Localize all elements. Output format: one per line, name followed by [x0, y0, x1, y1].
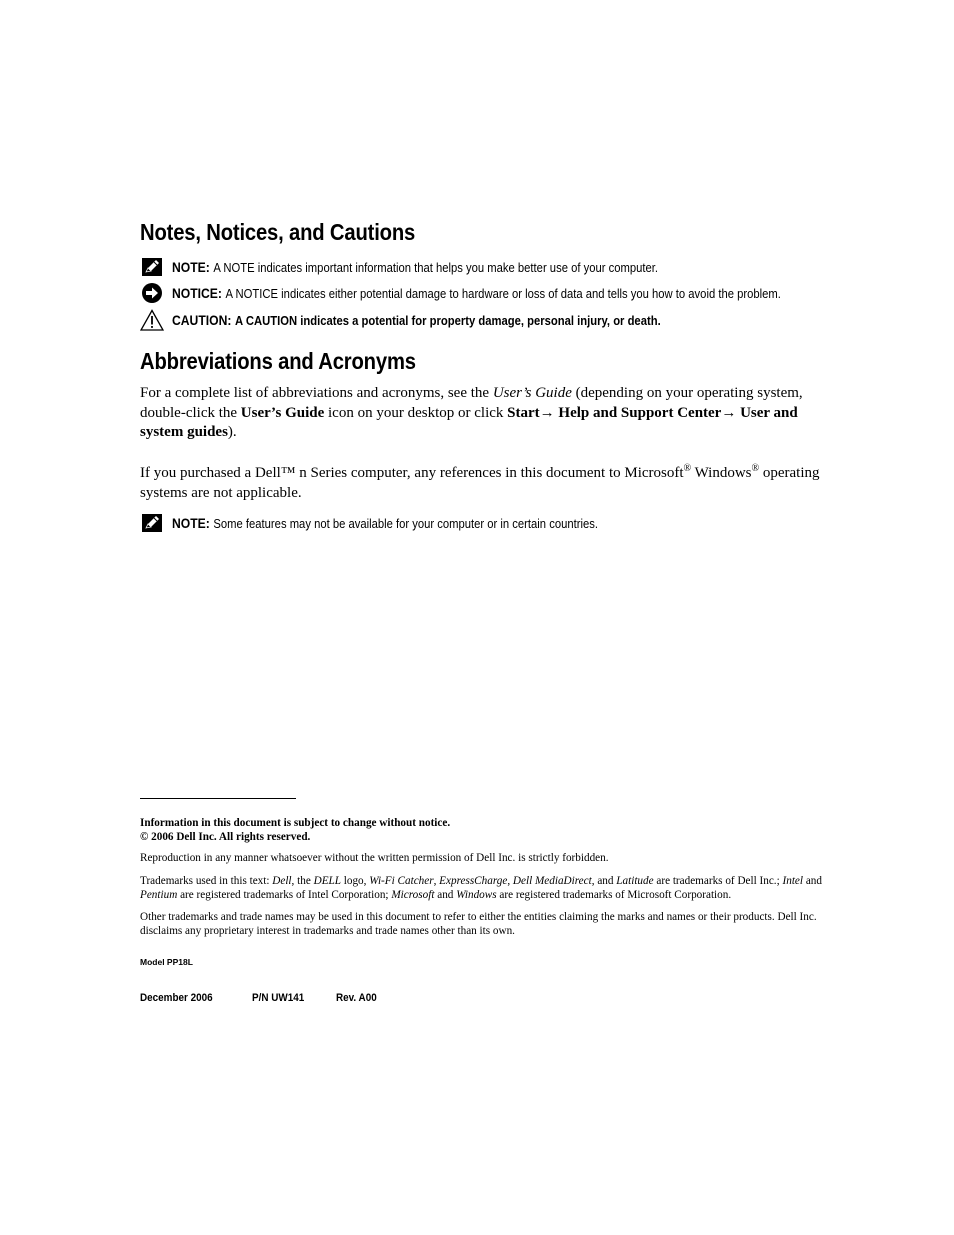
abbrev-paragraph-1	[140, 384, 840, 443]
registered-mark-2: ®	[751, 463, 760, 474]
menu-arrow-2: →	[721, 404, 737, 421]
note2-text: Some features may not be available for your computer or in certain countries.	[213, 516, 598, 531]
registered-mark-1: ®	[683, 463, 692, 474]
start-menu-ref: Start	[507, 404, 540, 421]
note2-row	[140, 512, 645, 534]
p2-text-b: operating systems are not applicable.	[140, 465, 820, 501]
copyright-line: © 2006 Dell Inc. All rights reserved.	[140, 831, 311, 843]
notice-label: NOTICE:	[172, 285, 222, 301]
revision: Rev. A00	[336, 992, 377, 1004]
p1-text-c: icon on your desktop or click	[324, 404, 508, 421]
pencil-note-icon	[140, 256, 164, 278]
note-text: A NOTE indicates important information that helps you make better use of your computer.	[213, 260, 658, 275]
p1-text-a: For a complete list of abbreviations and acronyms, see the	[140, 385, 493, 401]
help-support-ref: Help and Support Center	[554, 404, 722, 421]
notes-section-title: Notes, Notices, and Cautions	[140, 219, 416, 245]
pencil-note-icon	[140, 512, 164, 534]
users-guide-italic: User’s Guide	[492, 385, 572, 401]
arrow-circle-notice-icon	[140, 282, 164, 304]
footnote-divider	[140, 798, 296, 799]
abbrev-paragraph-2	[140, 459, 830, 503]
abbrev-section-title: Abbreviations and Acronyms	[140, 348, 416, 374]
menu-arrow-1: →	[539, 404, 555, 421]
caution-text: A CAUTION indicates a potential for property damage, personal injury, or death.	[235, 313, 661, 328]
p1-text-b: (depending on your operating system, double-click the	[140, 385, 803, 421]
caution-row	[140, 309, 715, 331]
warning-triangle-icon	[140, 309, 164, 331]
user-system-guides-ref: User and system guides	[140, 404, 798, 440]
p1-text-end: ).	[227, 424, 237, 440]
other-trademarks-text: Other trademarks and trade names may be used in this document to refer to either the entities claiming the marks and names or their products. Dell Inc. disclaims any proprietary interest in trademarks and trade names other than its own.	[140, 911, 817, 937]
note2-label: NOTE:	[172, 515, 210, 531]
p2-text-a: If you purchased a Dell™ n Series computer, any references in this document to Microsoft	[140, 465, 684, 481]
trademarks-text: Trademarks used in this text: Dell, the DELL logo, Wi-Fi Catcher, ExpressCharge, Dell MediaDirect, and Latitude are trademarks of Dell Inc.; Intel and Pentium are registered trademarks of Intel Corporation; Microsoft and Windows are registered trademarks of Microsoft Corporation.	[140, 875, 822, 901]
change-notice	[140, 816, 860, 844]
publication-date: December 2006	[140, 992, 213, 1004]
note-row	[140, 256, 712, 278]
part-number: P/N UW141	[252, 992, 305, 1004]
note-label: NOTE:	[172, 259, 210, 275]
model-number: Model PP18L	[140, 957, 193, 967]
p2-windows: Windows	[691, 465, 752, 481]
info-line: Information in this document is subject to change without notice.	[140, 817, 451, 829]
notice-text: A NOTICE indicates either potential damage to hardware or loss of data and tells you how to avoid the problem.	[225, 286, 781, 301]
reproduction-text: Reproduction in any manner whatsoever without the written permission of Dell Inc. is strictly forbidden.	[140, 852, 609, 864]
users-guide-icon-name: User’s Guide	[240, 404, 325, 421]
notice-row	[140, 282, 849, 304]
caution-label: CAUTION:	[172, 312, 232, 328]
